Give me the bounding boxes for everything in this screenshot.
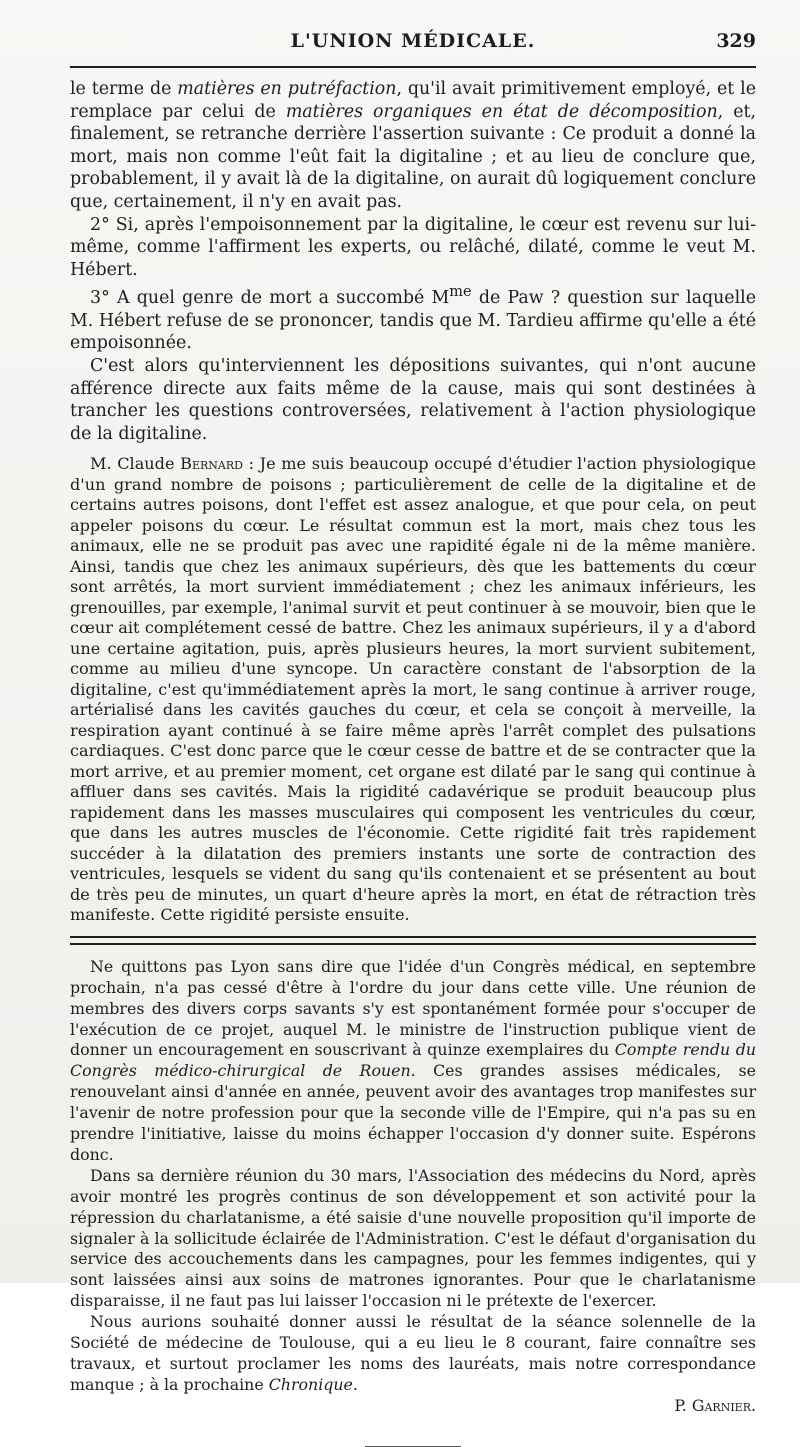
paragraph-toulouse: Nous aurions souhaité donner aussi le résultat de la séance solennelle de la Société de médecine de Toulouse, qui a eu lieu le 8 courant, faire connaître ses travaux, et surtout proclamer les noms des lauréats, mais notre correspondance manque ; à la prochaine Chronique.	[70, 1312, 756, 1394]
paragraph-bernard: M. Claude Bernard : Je me suis beaucoup occupé d'étudier l'action physiologique d'un grand nombre de poisons ; particulièrement de celle de la digitaline et de certains autres poisons, dont l'effet est assez analogue, et que pour cela, on peut appeler poisons du cœur. Le résultat commun est la mort, mais chez tous les animaux, elle ne se produit pas avec une rapidité égale ni de la même manière. Ainsi, tandis que chez les animaux supérieurs, dès que les battements du cœur sont arrêtés, la mort survient immédiatement ; chez les animaux inférieurs, les grenouilles, par exemple, l'animal survit et peut continuer à se mouvoir, bien que le cœur ait complétement cessé de battre. Chez les animaux supérieurs, il y a d'abord une certaine agitation, puis, après plusieurs heures, la mort survient subitement, comme au milieu d'une syncope. Un caractère constant de l'absorption de la digitaline, c'est qu'immédiatement après la mort, le sang continue à arriver rouge, artérialisé dans les cavités gauches du cœur, et cela se conçoit à merveille, la respiration ayant continué à se faire même après l'arrêt complet des pulsations cardiaques. C'est donc parce que le cœur cesse de battre et de se contracter que la mort arrive, et au premier moment, cet organe est dilaté par le sang qui continue à affluer dans ses cavités. Mais la rigidité cadavérique se produit beaucoup plus rapidement dans les masses musculaires qui composent les ventricules du cœur, que dans les autres muscles de l'économie. Cette rigidité fait très rapidement succéder à la dilatation des premiers instants une sorte de contraction des ventricules, lesquels se vident du sang qu'ils contenaient et se présentent au bout de très peu de minutes, un quart d'heure après la mort, en état de rétraction très manifeste. Cette rigidité persiste ensuite.	[70, 454, 756, 925]
paragraph-association-nord: Dans sa dernière réunion du 30 mars, l'Association des médecins du Nord, après avoir montré les progrès continus de son développement et son activité pour la répression du charlatanisme, a été saisie d'une nouvelle proposition qu'il importe de signaler à la sollicitude éclairée de l'Administration. C'est le défaut d'organisation du service des accouchements dans les campagnes, pour les femmes indigentes, qui y sont laissées ainsi aux soins de matrones ignorantes. Pour que le charlatanisme disparaisse, il ne faut pas lui laisser l'occasion ni le prétexte de l'exercer.	[70, 1165, 756, 1311]
signature-name: Garnier.	[691, 1395, 756, 1415]
journal-title: L'UNION MÉDICALE.	[290, 30, 536, 52]
section-chronicle	[70, 957, 756, 1396]
paragraph-putrefaction: le terme de matières en putréfaction, qu'il avait primitivement employé, et le remplace par celui de matières organiques en état de décomposition, et, finalement, se retranche derrière l'assertion suivante : Ce produit a donné la mort, mais non comme l'eût fait la digitaline ; et au lieu de conclure que, probablement, il y avait là de la digitaline, on aurait dû logiquement conclure que, certainement, il n'y en avait pas.	[70, 79, 756, 212]
page-header	[70, 0, 756, 68]
paragraph-question-3: 3° A quel genre de mort a succombé $M^{me}$ de Paw ? question sur laquelle M. Hébert refuse de se prononcer, tandis que M. Tardieu affirme qu'elle a été empoisonnée.	[70, 284, 756, 354]
speaker-name: Bernard	[180, 454, 243, 474]
paragraph-lyon-congress: Ne quittons pas Lyon sans dire que l'idée d'un Congrès médical, en septembre prochain, n'a pas cessé d'être à l'ordre du jour dans cette ville. Une réunion de membres des divers corps savants s'y est spontanément formée pour s'occuper de l'exécution de ce projet, auquel M. le ministre de l'instruction publique vient de donner un encouragement en souscrivant à quinze exemplaires du Compte rendu du Congrès médico-chirurgical de Rouen. Ces grandes assises médicales, se renouvelant ainsi d'année en année, peuvent avoir des avantages trop manifestes sur l'avenir de notre profession pour que la seconde ville de l'Empire, qui n'a pas su en prendre l'initiative, laisse du moins échapper l'occasion d'y donner suite. Espérons donc.	[70, 956, 757, 1164]
paragraph-question-2: 2° Si, après l'empoisonnement par la digitaline, le cœur est revenu sur lui-même, comme l'affirment les experts, ou relâché, dilaté, comme le veut M. Hébert.	[70, 214, 756, 280]
section-divider	[70, 936, 756, 945]
page-number: 329	[716, 30, 756, 52]
author-signature	[70, 1396, 756, 1416]
section-digitaline-questions	[70, 78, 756, 445]
signature-prefix: P.	[674, 1395, 692, 1415]
paragraph-depositions-intro: C'est alors qu'interviennent les dépositions suivantes, qui n'ont aucune afférence directe aux faits même de la cause, mais qui sont destinées à trancher les questions controversées, relativement à l'action physiologique de la digitaline.	[70, 355, 756, 444]
section-bernard-deposition	[70, 454, 756, 926]
